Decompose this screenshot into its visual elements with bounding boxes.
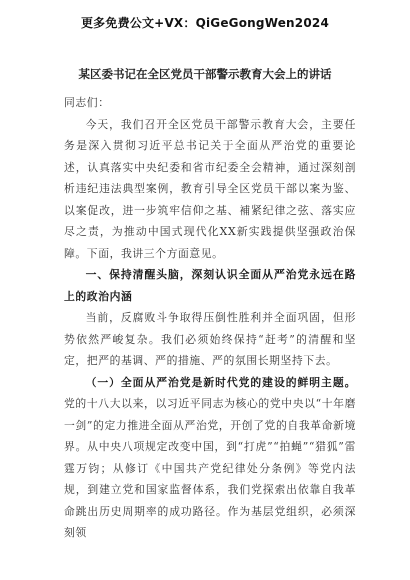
promo-header: 更多免费公文+VX：QiGeGongWen2024 [80, 16, 329, 30]
section-paragraph: 当前，反腐败斗争取得压倒性胜利并全面巩固，但形势依然严峻复杂。我们必须始终保持“赶考”的清醒和坚定，把严的基调、严的措施、严的氛围长期坚持下去。 [64, 311, 356, 367]
document-title: 某区委书记在全区党员干部警示教育大会上的讲话 [78, 67, 332, 81]
subsection-paragraph [64, 372, 356, 544]
section-heading: 一、保持清醒头脑，深刻认识全面从严治党永远在路上的政治内涵 [64, 268, 356, 303]
greeting: 同志们： [64, 96, 110, 109]
subsection-text: 党的十八大以来，以习近平同志为核心的党中央以“十年磨一剑”的定力推进全面从严治党，开创了党的自我革命新境界。从中央八项规定改变中国，到“打虎”“拍蝇”“猎狐”雷霆万钧；从修订《中国共产党纪律处分条例》等党内法规，到建立党和国家监督体系，我们党探索出依靠自我革命跳出历史周期率的成功路径。作为基层党组织，必须深刻领 [64, 397, 356, 539]
document-body [64, 92, 356, 544]
subsection-heading: （一）全面从严治党是新时代党的建设的鲜明主题。 [85, 375, 356, 389]
intro-paragraph: 今天，我们召开全区党员干部警示教育大会，主要任务是深入贯彻习近平总书记关于全面从严治党的重要论述，认真落实中央纪委和省市纪委全会精神，通过深刻剖析违纪违法典型案例，教育引导全区党员干部以案为鉴、以案促改，进一步筑牢信仰之基、補紧纪律之弦、落实应尽之责，为推动中国式现代化XX新实践提供坚强政治保障。下面，我讲三个方面意见。 [64, 117, 356, 260]
